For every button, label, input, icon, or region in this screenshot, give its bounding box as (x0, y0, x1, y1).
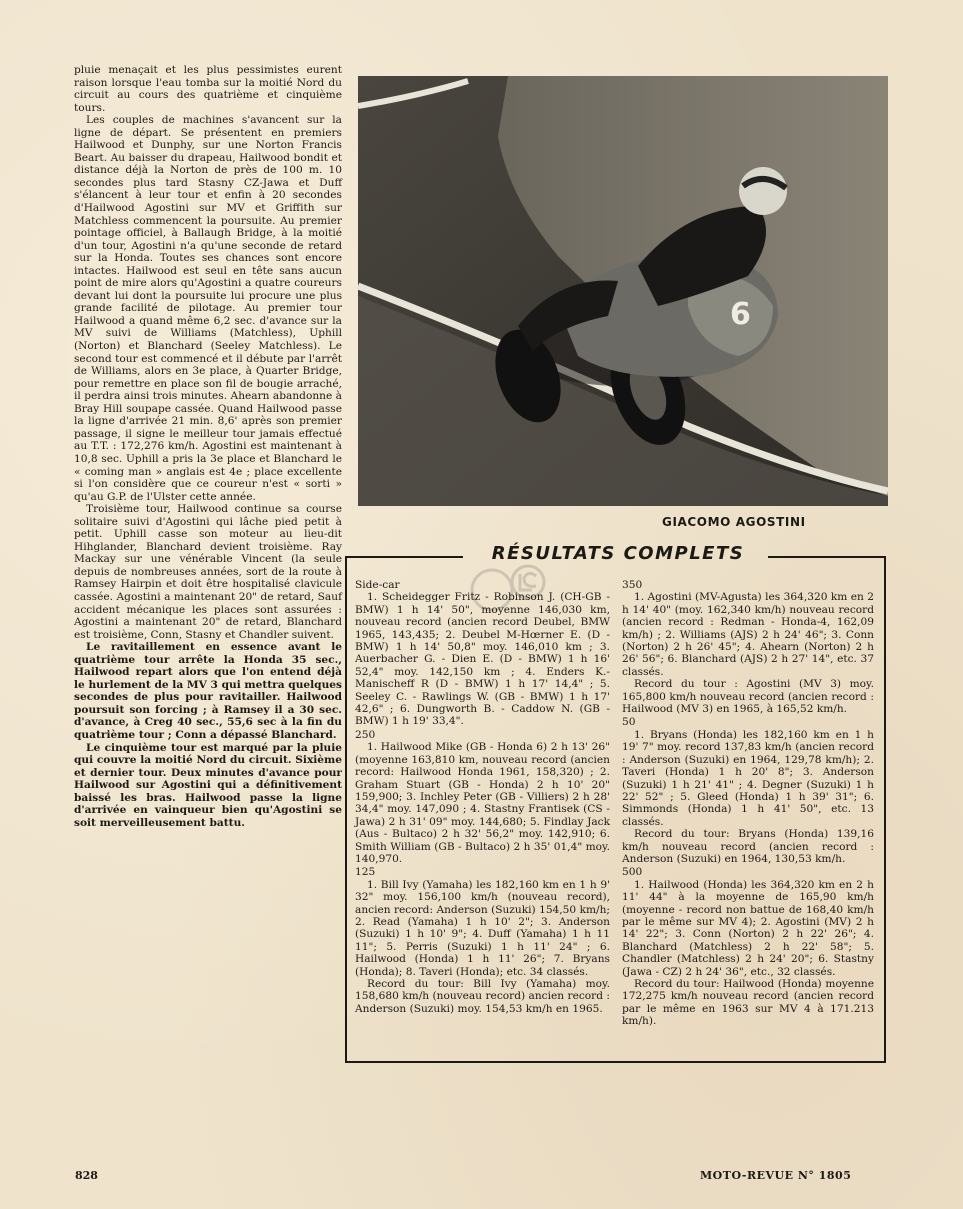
result-entry: Record du tour: Bill Ivy (Yamaha) moy. 158,680 km/h (nouveau record) ancien record : Anderson (Suzuki) moy. 154,53 km/h en 1965. (355, 978, 610, 1015)
magazine-issue: MOTO-REVUE N° 1805 (700, 1169, 852, 1182)
category-heading: 500 (622, 866, 643, 879)
frame-line (347, 556, 463, 558)
article-paragraph: pluie menaçait et les plus pessimistes eurent raison lorsque l'eau tomba sur la moitié Nord du circuit au cours des quatrième et cinquième tours. (74, 64, 342, 114)
result-entry: 1. Agostini (MV-Agusta) les 364,320 km en 2 h 14' 40" (moy. 162,340 km/h) nouveau record (ancien record : Redman - Honda-4, 162,09 km/h) ; 2. Williams (AJS) 2 h 24' 46"; 3. Conn (Norton) 2 h 26' 45"; 4. Ahearn (Norton) 2 h 26' 56"; 6. Blanchard (AJS) 2 h 27' 14", etc. 37 classés. (622, 591, 874, 678)
results-title: RÉSULTATS COMPLETS (491, 543, 745, 564)
category-heading: Side-car (355, 579, 400, 591)
result-entry: 1. Scheidegger Fritz - Robinson J. (CH-GB - BMW) 1 h 14' 50", moyenne 146,030 km, nouveau record (ancien record Deubel, BMW 1965, 143,435; 2. Deubel M-Hœrner E. (D - BMW) 1 h 14' 50,8" moy. 146,010 km ; 3. Auerbacher G. - Dien E. (D - BMW) 1 h 16' 52,4" moy. 142,150 km ; 4. Enders K.-Manischeff R (D - BMW) 1 h 17' 14,4" ; 5. Seeley C. - Rawlings W. (GB - BMW) 1 h 17' 42,6" ; 6. Dungworth B. - Caddow N. (GB - BMW) 1 h 19' 33,4". (355, 591, 610, 728)
results-column-2 (622, 578, 874, 1028)
result-entry: Record du tour : Agostini (MV 3) moy. 165,800 km/h nouveau record (ancien record : Hailwood (MV 3) en 1965, à 165,52 km/h. (622, 678, 874, 716)
race-number: 6 (730, 297, 751, 332)
race-photo (358, 76, 888, 506)
frame-line (768, 556, 884, 558)
result-entry: 1. Hailwood Mike (GB - Honda 6) 2 h 13' 26" (moyenne 163,810 km, nouveau record (ancien record: Hailwood Honda 1961, 158,320) ; 2. Graham Stuart (GB - Honda) 2 h 10' 20" 159,900; 3. Inchley Peter (GB - Villiers) 2 h 28' 34,4" moy. 147,090 ; 4. Stastny Frantisek (CS - Jawa) 2 h 31' 09" moy. 144,680; 5. Findlay Jack (Aus - Bultaco) 2 h 32' 56,2" moy. 142,910; 6. Smith William (GB - Bultaco) 2 h 35' 01,4" moy. 140,970. (355, 741, 610, 865)
motorcycle-photo-illustration (358, 76, 888, 506)
category-heading: 250 (355, 728, 376, 741)
page-number: 828 (75, 1169, 98, 1182)
result-entry: 1. Hailwood (Honda) les 364,320 km en 2 h 11' 44" à la moyenne de 165,90 km/h (moyenne - record non battue de 168,40 km/h par le même sur MV 4); 2. Agostini (MV) 2 h 14' 22"; 3. Conn (Norton) 2 h 22' 26"; 4. Blanchard (Matchless) 2 h 22' 58"; 5. Chandler (Matchless) 2 h 24' 20"; 6. Stastny (Jawa - CZ) 2 h 24' 36", etc., 32 classés. (622, 878, 874, 978)
article-paragraph: Le ravitaillement en essence avant le quatrième tour arrête la Honda 35 sec., Hailwood repart alors que l'on entend déjà le hurlement de la MV 3 qui mettra quelques secondes de plus pour ravitailler. Hailwood poursuit son forcing ; à Ramsey il a 30 sec. d'avance, à Creg 40 sec., 55,6 sec à la fin du quatrième tour ; Conn a dépassé Blanchard. (74, 641, 342, 741)
article-column (74, 64, 342, 829)
result-entry: Record du tour: Hailwood (Honda) moyenne 172,275 km/h nouveau record (ancien record par le même en 1963 sur MV 4 à 171.213 km/h). (622, 978, 874, 1028)
result-entry: 1. Bryans (Honda) les 182,160 km en 1 h 19' 7" moy. record 137,83 km/h (ancien record : Anderson (Suzuki) en 1964, 129,78 km/h); 2. Taveri (Honda) 1 h 20' 8"; 3. Anderson (Suzuki) 1 h 21' 41" ; 4. Degner (Suzuki) 1 h 22' 52" ; 5. Gleed (Honda) 1 h 39' 31"; 6. Simmonds (Honda) 1 h 41' 50", etc. 13 classés. (622, 728, 874, 828)
photo-caption: GIACOMO AGOSTINI (662, 515, 806, 529)
article-paragraph: Les couples de machines s'avancent sur la ligne de départ. Se présentent en premiers Hailwood et Dunphy, sur une Norton Francis Beart. Au baisser du drapeau, Hailwood bondit et distance déjà la Norton de près de 100 m. 10 secondes plus tard Stasny CZ-Jawa et Duff s'élancent à leur tour et enfin à 20 secondes d'Hailwood Agostini sur MV et Griffith sur Matchless commencent la poursuite. Au premier pointage officiel, à Ballaugh Bridge, à la moitié d'un tour, Agostini n'a qu'une seconde de retard sur la Honda. Toutes ses chances sont encore intactes. Hailwood est seul en tête sans aucun point de mire alors qu'Agostini a quatre coureurs devant lui dont la poursuite lui procure une plus grande facilité de pilotage. Au premier tour Hailwood a quand même 6,2 sec. d'avance sur la MV suivi de Williams (Matchless), Uphill (Norton) et Blanchard (Seeley Matchless). Le second tour est commencé et il débute par l'arrêt de Williams, alors en 3e place, à Quarter Bridge, pour remettre en place son fil de bougie arraché, il perdra ainsi trois minutes. Ahearn abandonne à Bray Hill soupape cassée. Quand Hailwood passe la ligne d'arrivée 21 min. 8,6' après son premier passage, il signe le meilleur tour jamais effectué au T.T. : 172,276 km/h. Agostini est maintenant à 10,8 sec. Uphill a pris la 3e place et Blanchard le « coming man » anglais est 4e ; place excellente si l'on considère que ce coureur n'est « sorti » qu'au G.P. de l'Ulster cette année. (74, 114, 342, 503)
category-heading: 350 (622, 579, 643, 591)
result-entry: 1. Bill Ivy (Yamaha) les 182,160 km en 1 h 9' 32" moy. 156,100 km/h (nouveau record), ancien record: Anderson (Suzuki) 154,50 km/h; 2. Read (Yamaha) 1 h 10' 2"; 3. Anderson (Suzuki) 1 h 10' 9"; 4. Duff (Yamaha) 1 h 11 11"; 5. Perris (Suzuki) 1 h 11' 24" ; 6. Hailwood (Honda) 1 h 11' 26"; 7. Bryans (Honda); 8. Taveri (Honda); etc. 34 classés. (355, 878, 610, 978)
results-column-1 (355, 578, 610, 1015)
result-entry: Record du tour: Bryans (Honda) 139,16 km/h nouveau record (ancien record : Anderson (Suzuki) en 1964, 130,53 km/h. (622, 828, 874, 865)
article-paragraph: Le cinquième tour est marqué par la pluie qui couvre la moitié Nord du circuit. Sixième et dernier tour. Deux minutes d'avance pour Hailwood sur Agostini qui a définitivement baissé les bras. Hailwood passe la ligne d'arrivée en vainqueur bien qu'Agostini se soit merveilleusement battu. (74, 741, 342, 829)
category-heading: 125 (355, 866, 376, 879)
article-paragraph: Troisième tour, Hailwood continue sa course solitaire suivi d'Agostini qui lâche pied petit à petit. Uphill casse son moteur au lieu-dit Hihglander, Blanchard devient troisième. Ray Mackay sur une vénérable Vincent (la seule depuis de nombreuses années, sort de la route à Ramsey Hairpin et doit être hospitalisé clavicule cassée. Agostini a maintenant 20" de retard, Sauf accident mécanique les places sont assurées : Agostini a maintenant 20" de retard, Blanchard est troisième, Conn, Stasny et Chandler suivent. (74, 503, 342, 641)
category-heading: 50 (622, 716, 636, 729)
